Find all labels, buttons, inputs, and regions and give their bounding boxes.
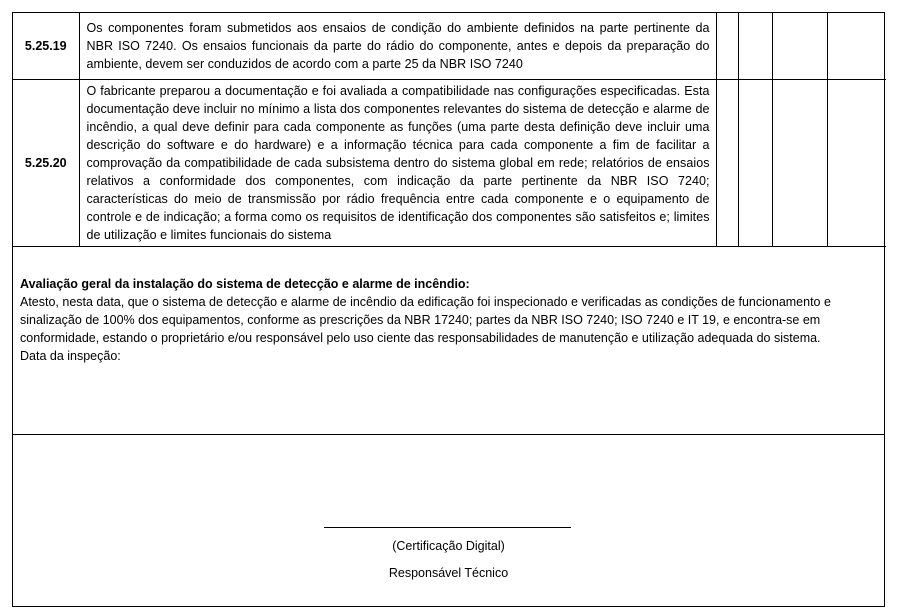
signature-section [13,435,884,606]
signature-line[interactable] [324,527,571,528]
requirements-table [13,13,886,247]
check-cell[interactable] [716,79,738,246]
general-evaluation-section [13,248,884,435]
check-cell[interactable] [772,13,827,79]
inspection-date-label: Data da inspeção: [20,349,121,363]
check-cell[interactable] [827,13,886,79]
table-row [13,79,886,246]
certification-label: (Certificação Digital) [392,539,505,553]
requirement-description: Os componentes foram submetidos aos ensaios de condição do ambiente definidos na parte pertinente da NBR ISO 7240. Os ensaios funcionais da parte do rádio do componente, antes e depois da preparação do ambiente, devem ser conduzidos de acordo com a parte 25 da NBR ISO 7240 [79,13,716,79]
check-cell[interactable] [772,79,827,246]
check-cell[interactable] [827,79,886,246]
requirement-description: O fabricante preparou a documentação e foi avaliada a compatibilidade nas configurações especificadas. Esta documentação deve incluir no mínimo a lista dos componentes relevantes do sistema de detecção e alarme de incêndio, a qual deve definir para cada componente as funções (uma parte desta definição deve incluir uma descrição do software e do hardware) e a informação técnica para cada componente a fim de facilitar a comprovação da compatibilidade de cada subsistema dentro do sistema global em rede; relatórios de ensaios relativos a conformidade dos componentes, com indicação da parte pertinente da NBR ISO 7240; características do meio de transmissão por rádio frequência entre cada componente e o equipamento de controle e de indicação; a forma como os requisitos de identificação dos componentes são satisfeitos e; limites de utilização e limites funcionais do sistema [79,79,716,246]
requirement-code: 5.25.20 [13,79,79,246]
table-row [13,13,886,79]
check-cell[interactable] [738,79,772,246]
evaluation-title: Avaliação geral da instalação do sistema de detecção e alarme de incêndio: [20,277,470,291]
inspection-form-page [12,12,885,607]
check-cell[interactable] [716,13,738,79]
responsible-role-label: Responsável Técnico [388,566,509,580]
evaluation-statement: Atesto, nesta data, que o sistema de detecção e alarme de incêndio da edificação foi inspecionado e verificadas as condições de funcionamento e sinalização de 100% dos equipamentos, conforme as prescrições da NBR 17240; partes da NBR ISO 7240; ISO 7240 e IT 19, e encontra-se em conformidade, estando o proprietário e/ou responsável pelo uso ciente das responsabilidades de manutenção e utilização adequada do sistema. [20,295,831,345]
check-cell[interactable] [738,13,772,79]
requirement-code: 5.25.19 [13,13,79,79]
